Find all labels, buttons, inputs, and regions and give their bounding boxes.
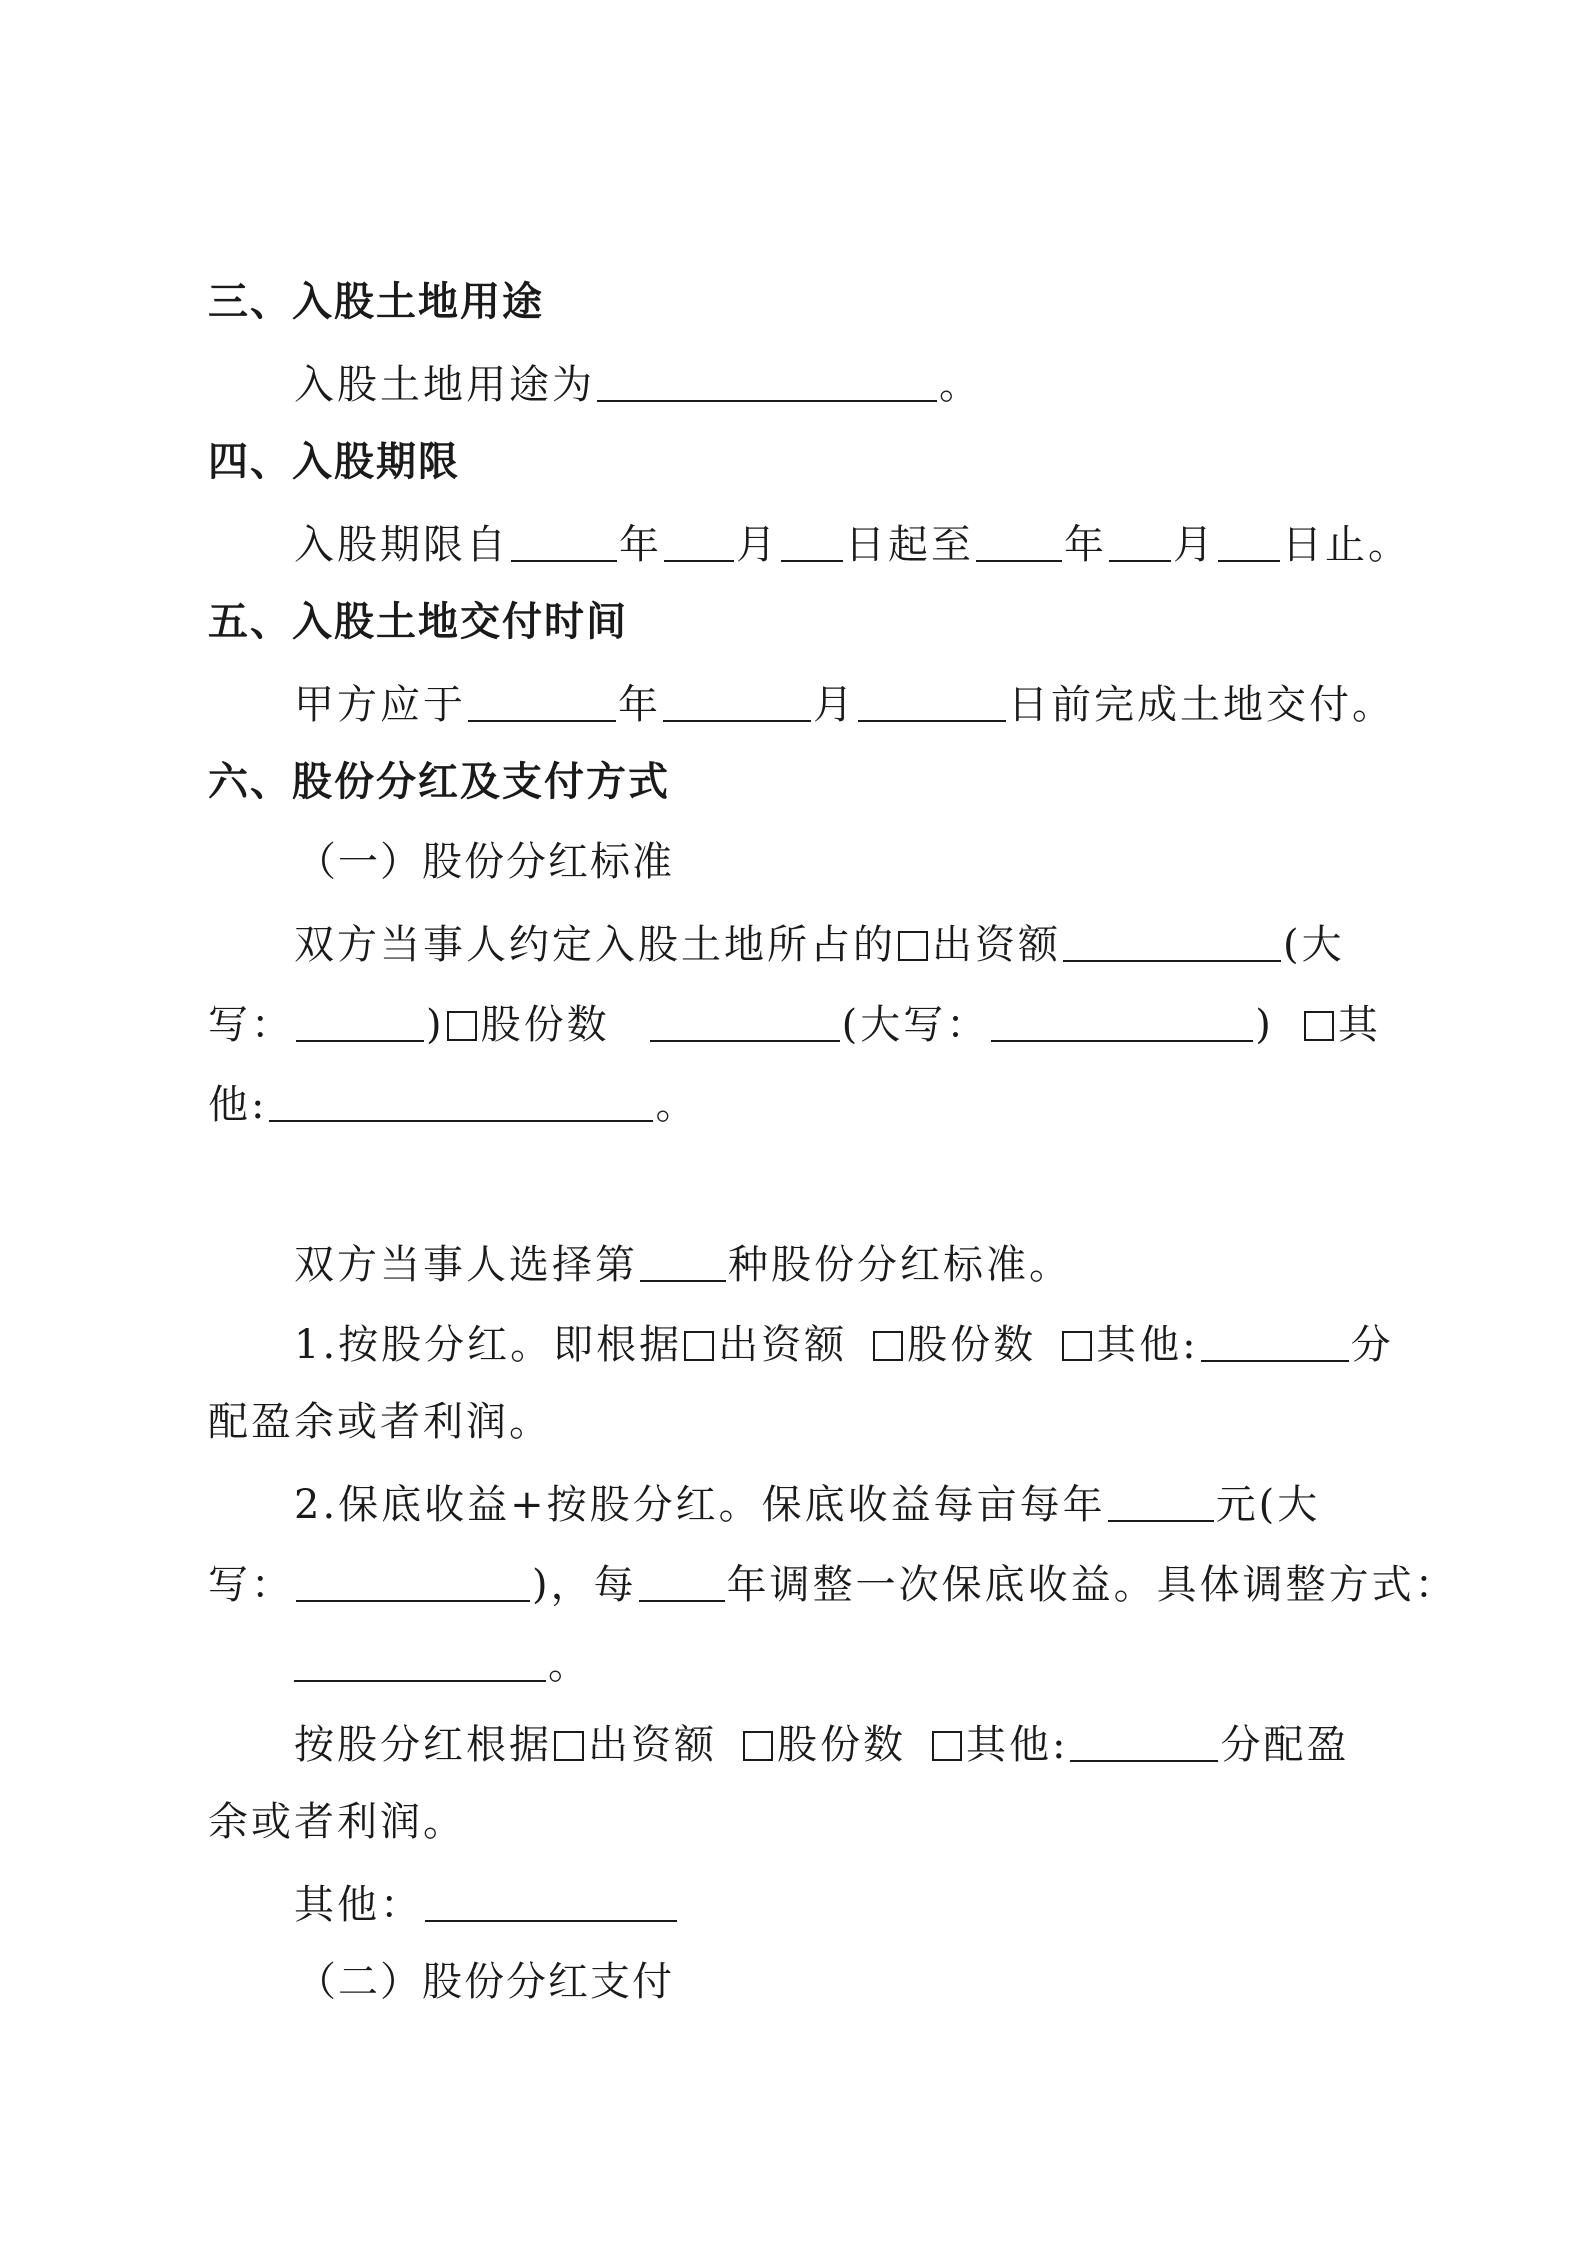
end-month-blank[interactable]	[1109, 522, 1171, 562]
delivery-day-blank[interactable]	[858, 682, 1006, 722]
option-1-other-blank[interactable]	[1201, 1322, 1349, 1362]
option-2-line-3: 。	[294, 1642, 1474, 1685]
section-6-heading: 六、股份分红及支付方式	[208, 759, 670, 805]
other-blank[interactable]	[425, 1882, 677, 1922]
adjust-method-blank[interactable]	[294, 1642, 546, 1682]
other-standard-line: 其他：	[294, 1882, 1474, 1925]
share-count-checkbox[interactable]	[447, 1011, 477, 1041]
basis-other-checkbox[interactable]	[932, 1731, 962, 1761]
standard-choice-paragraph: 双方当事人选择第 种股份分红标准。	[294, 1242, 1072, 1288]
capital-amount-checkbox[interactable]	[898, 931, 928, 961]
section-3-paragraph: 入股土地用途为 。	[294, 362, 982, 408]
delivery-month-blank[interactable]	[663, 682, 811, 722]
guaranteed-income-blank[interactable]	[1108, 1482, 1214, 1522]
option-1-line-2: 配盈余或者利润。	[208, 1399, 552, 1445]
section-4-paragraph: 入股期限自 年 月 日起至 年 月 日止。	[294, 522, 1411, 568]
start-year-blank[interactable]	[511, 522, 617, 562]
basis-share-checkbox[interactable]	[743, 1731, 773, 1761]
share-dividend-basis-line-2: 余或者利润。	[208, 1799, 466, 1845]
start-month-blank[interactable]	[664, 522, 734, 562]
option-1-other-checkbox[interactable]	[1062, 1331, 1092, 1361]
adjust-interval-blank[interactable]	[639, 1562, 725, 1602]
share-count-uppercase-blank[interactable]	[991, 1002, 1253, 1042]
start-day-blank[interactable]	[781, 522, 843, 562]
dividend-standard-line-2: 写： ) 股份数 (大写： ) 其	[208, 1002, 1381, 1048]
share-dividend-basis-line-1: 按股分红根据 出资额 股份数 其他: 分配盈	[294, 1722, 1350, 1768]
basis-capital-checkbox[interactable]	[554, 1731, 584, 1761]
section-5-heading: 五、入股土地交付时间	[208, 599, 628, 645]
share-count-blank[interactable]	[650, 1002, 840, 1042]
option-1-line-1: 1.按股分红。即根据 出资额 股份数 其他: 分	[294, 1322, 1394, 1368]
delivery-year-blank[interactable]	[468, 682, 616, 722]
option-2-line-2: 写： )，每 年调整一次保底收益。具体调整方式：	[208, 1562, 1458, 1608]
other-standard-checkbox[interactable]	[1304, 1011, 1334, 1041]
capital-amount-uppercase-blank[interactable]	[296, 1002, 424, 1042]
dividend-standard-line-1: 双方当事人约定入股土地所占的 出资额 (大	[294, 922, 1345, 968]
subsection-1-heading: （一）股份分红标准	[296, 839, 674, 885]
standard-number-blank[interactable]	[640, 1242, 726, 1282]
capital-amount-blank[interactable]	[1063, 922, 1281, 962]
option-2-line-1: 2.保底收益+按股分红。保底收益每亩每年 元(大	[294, 1482, 1321, 1528]
option-1-share-checkbox[interactable]	[873, 1331, 903, 1361]
end-day-blank[interactable]	[1218, 522, 1280, 562]
dividend-standard-line-3: 他: 。	[208, 1082, 699, 1128]
subsection-2-heading: （二）股份分红支付	[296, 1959, 674, 2005]
section-4-heading: 四、入股期限	[208, 439, 460, 485]
option-1-capital-checkbox[interactable]	[684, 1331, 714, 1361]
guaranteed-income-uppercase-blank[interactable]	[296, 1562, 530, 1602]
end-year-blank[interactable]	[976, 522, 1062, 562]
section-3-heading: 三、入股土地用途	[208, 279, 544, 325]
land-use-blank[interactable]	[597, 362, 937, 402]
section-5-paragraph: 甲方应于 年 月 日前完成土地交付。	[294, 682, 1395, 728]
basis-other-blank[interactable]	[1070, 1722, 1218, 1762]
other-standard-blank[interactable]	[269, 1082, 653, 1122]
